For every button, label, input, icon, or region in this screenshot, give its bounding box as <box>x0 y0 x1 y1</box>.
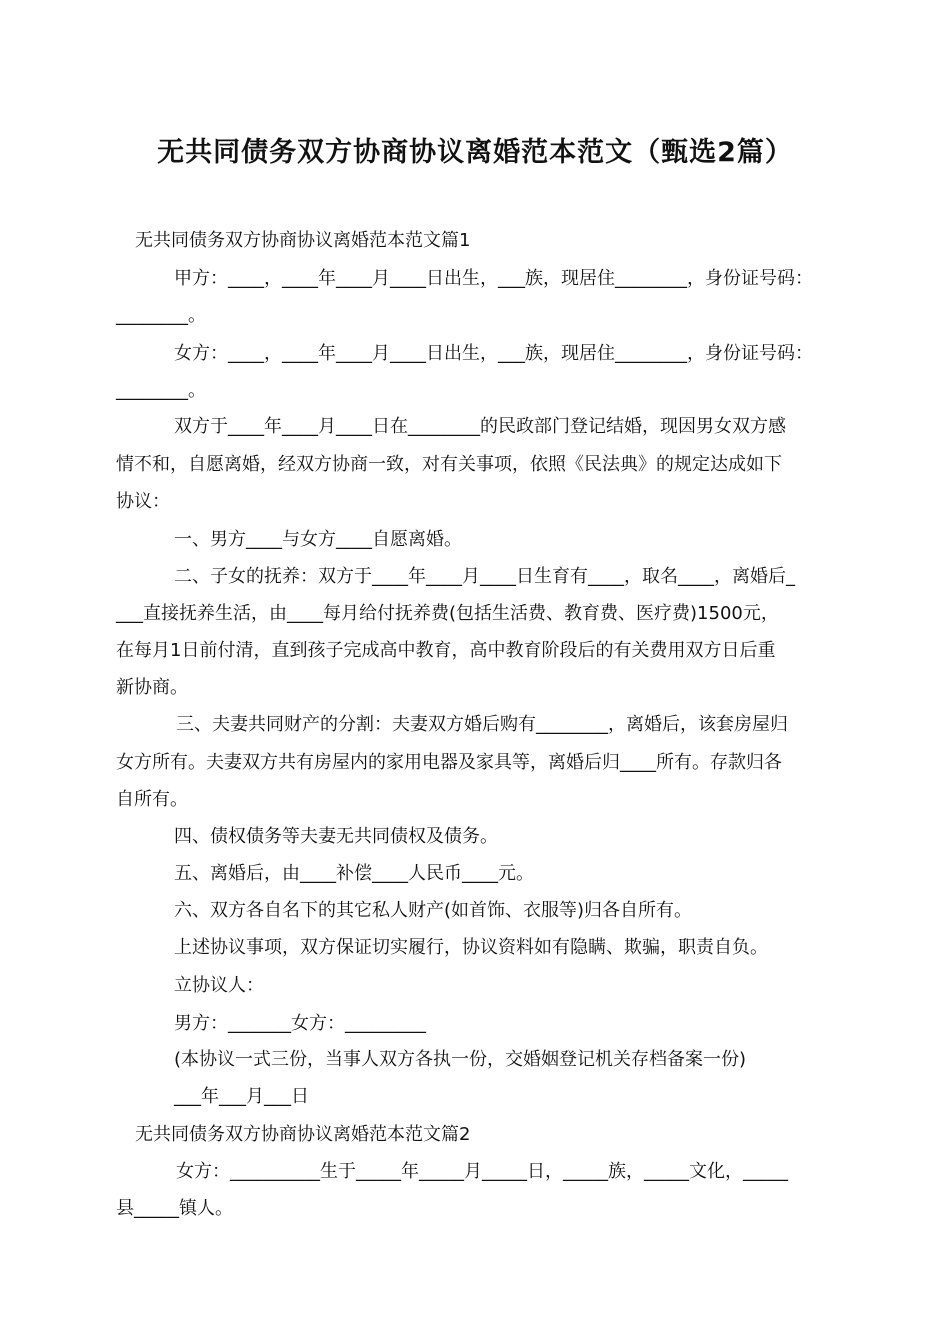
article2-line: 女方：__________生于_____年_____月_____日，_____族，_____文化，_____ <box>176 1161 788 1182</box>
article1-line: ________。 <box>116 305 206 326</box>
article1-line: ________。 <box>116 380 206 401</box>
article1-line: 三、夫妻共同财产的分割：夫妻双方婚后购有________，离婚后，该套房屋归 <box>176 714 788 735</box>
article1-line: 双方于____年____月____日在________的民政部门登记结婚，现因男女双方感 <box>174 416 786 437</box>
article1-line: ___直接抚养生活，由____每月给付抚养费(包括生活费、教育费、医疗费)1500元， <box>116 603 779 624</box>
article1-line: 女方所有。夫妻双方共有房屋内的家用电器及家具等，离婚后归____所有。存款归各 <box>116 752 782 773</box>
article1-line: 协议： <box>116 491 170 512</box>
article1-line: 新协商。 <box>116 677 188 698</box>
article2-line: 县_____镇人。 <box>116 1198 233 1219</box>
article1-line: 四、债权债务等夫妻无共同债权及债务。 <box>174 826 498 847</box>
document-title: 无共同债务双方协商协议离婚范本范文（甄选2篇） <box>157 137 793 168</box>
article1-line: 情不和，自愿离婚，经双方协商一致，对有关事项，依照《民法典》的规定达成如下 <box>116 454 782 475</box>
article1-line: ___年___月___日 <box>174 1086 309 1107</box>
article2-heading: 无共同债务双方协商协议离婚范本范文篇2 <box>135 1124 471 1145</box>
article1-line: 女方：____，____年____月____日出生，___族，现居住________，身份证号码： <box>174 343 813 364</box>
article1-line: 二、子女的抚养：双方于____年____月____日生育有____，取名____，离婚后_ <box>174 566 795 587</box>
article1-line: 五、离婚后，由____补偿____人民币____元。 <box>174 863 534 884</box>
article1-line: (本协议一式三份，当事人双方各执一份，交婚姻登记机关存档备案一份) <box>174 1049 747 1070</box>
article1-line: 一、男方____与女方____自愿离婚。 <box>174 529 462 550</box>
article1-line: 甲方：____，____年____月____日出生，___族，现居住________，身份证号码： <box>174 268 813 289</box>
article1-line: 男方：_______女方：_________ <box>174 1013 426 1034</box>
article1-heading: 无共同债务双方协商协议离婚范本范文篇1 <box>135 230 471 251</box>
article1-line: 上述协议事项，双方保证切实履行，协议资料如有隐瞒、欺骗，职责自负。 <box>174 937 768 958</box>
article1-line: 自所有。 <box>116 789 188 810</box>
article1-line: 在每月1日前付清，直到孩子完成高中教育，高中教育阶段后的有关费用双方日后重 <box>116 640 776 661</box>
article1-line: 六、双方各自名下的其它私人财产(如首饰、衣服等)归各自所有。 <box>174 900 693 921</box>
article1-line: 立协议人： <box>174 975 264 996</box>
